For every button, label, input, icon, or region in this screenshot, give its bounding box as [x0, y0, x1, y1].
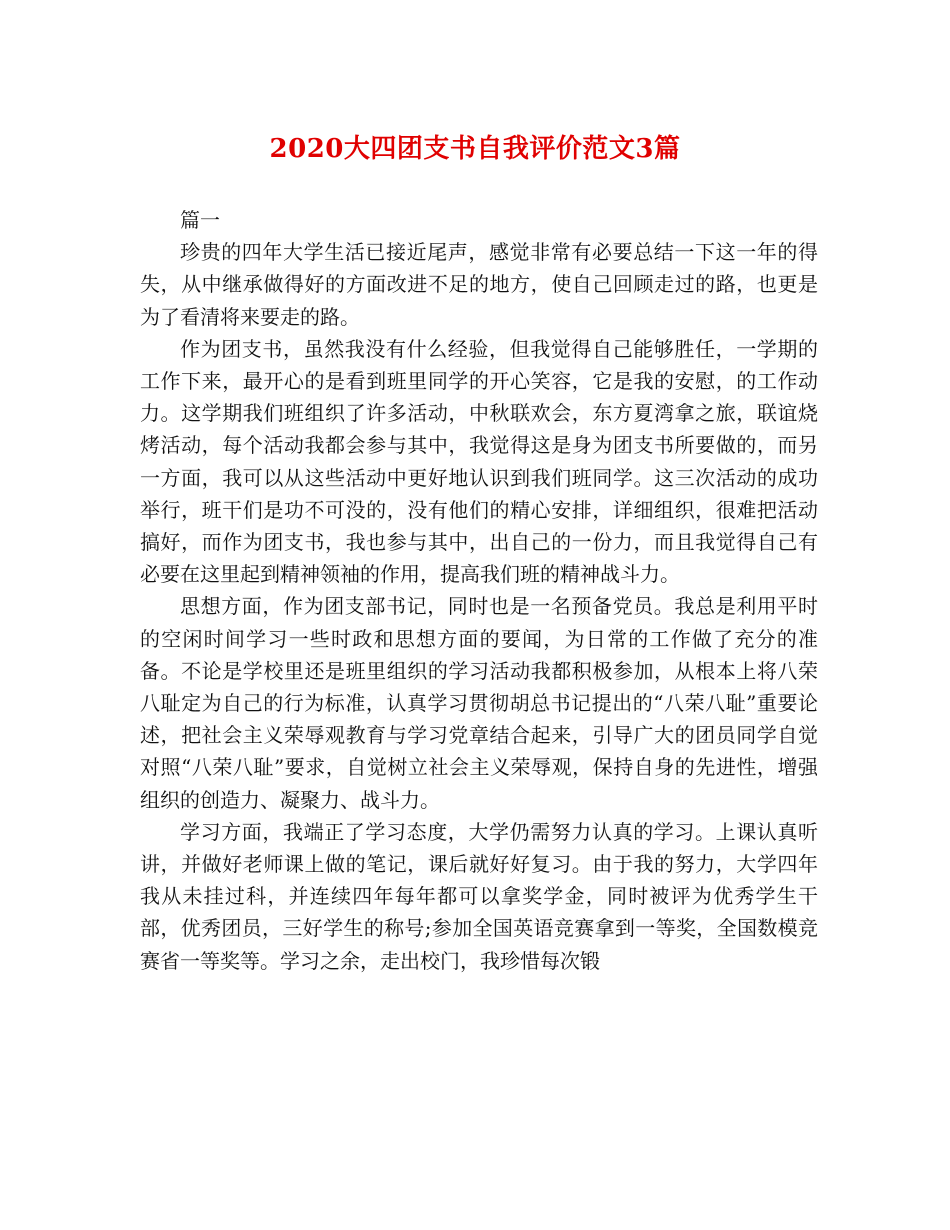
paragraph-3: 思想方面，作为团支部书记，同时也是一名预备党员。我总是利用平时的空闲时间学习一些时政和思想方面的要闻，为日常的工作做了充分的准备。不论是学校里还是班里组织的学习活动我都积极参加，从根本上将八荣八耻定为自己的行为标准，认真学习贯彻胡总书记提出的“八荣八耻”重要论述，把社会主义荣辱观教育与学习党章结合起来，引导广大的团员同学自觉对照“八荣八耻”要求，自觉树立社会主义荣辱观，保持自身的先进性，增强组织的创造力、凝聚力、战斗力。: [140, 594, 818, 812]
paragraph-4: 学习方面，我端正了学习态度，大学仍需努力认真的学习。上课认真听讲，并做好老师课上做的笔记，课后就好好复习。由于我的努力，大学四年我从未挂过科，并连续四年每年都可以拿奖学金，同时被评为优秀学生干部，优秀团员，三好学生的称号;参加全国英语竞赛拿到一等奖，全国数模竞赛省一等奖等。学习之余，走出校门，我珍惜每次锻: [140, 819, 818, 973]
document-title: 2020大四团支书自我评价范文3篇: [269, 134, 681, 164]
section-heading: 篇一: [180, 208, 220, 232]
paragraph-2: 作为团支书，虽然我没有什么经验，但我觉得自己能够胜任，一学期的工作下来，最开心的是看到班里同学的开心笑容，它是我的安慰，的工作动力。这学期我们班组织了许多活动，中秋联欢会，东方夏湾拿之旅，联谊烧烤活动，每个活动我都会参与其中，我觉得这是身为团支书所要做的，而另一方面，我可以从这些活动中更好地认识到我们班同学。这三次活动的成功举行，班干们是功不可没的，没有他们的精心安排，详细组织，很难把活动搞好，而作为团支书，我也参与其中，出自己的一份力，而且我觉得自己有必要在这里起到精神领袖的作用，提高我们班的精神战斗力。: [140, 336, 818, 587]
paragraph-1: 珍贵的四年大学生活已接近尾声，感觉非常有必要总结一下这一年的得失，从中继承做得好的方面改进不足的地方，使自己回顾走过的路，也更是为了看清将来要走的路。: [140, 240, 818, 329]
document-body: [140, 204, 818, 977]
